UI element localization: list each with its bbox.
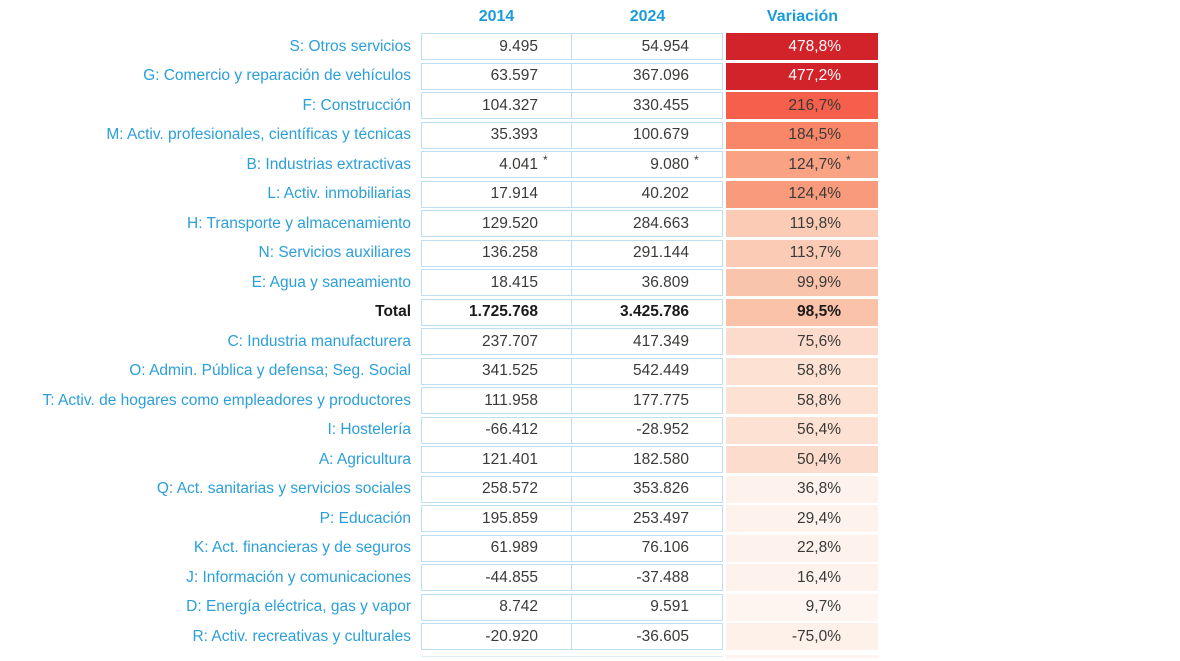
value-2014: 17.914 [490, 185, 538, 202]
variation-cell [726, 358, 878, 385]
variation-value: 22,8% [797, 539, 841, 556]
table-row [0, 151, 1180, 178]
value-2014-cell [421, 417, 572, 444]
table-row [0, 594, 1180, 621]
table-row [0, 63, 1180, 90]
value-2014-cell [421, 63, 572, 90]
variation-cell [726, 299, 878, 326]
value-2024-cell [571, 328, 723, 355]
value-2014: 136.258 [481, 244, 538, 261]
value-2024: 353.826 [632, 480, 689, 497]
variation-value: 99,9% [797, 273, 841, 291]
column-header-2024: 2024 [629, 7, 666, 25]
row-label: L: Activ. inmobiliarias [267, 185, 411, 202]
value-2014-cell [421, 328, 572, 355]
variation-cell [726, 122, 878, 149]
value-2014: 195.859 [481, 509, 538, 527]
value-2024: 330.455 [632, 96, 689, 114]
value-2024: 9.080 [650, 155, 689, 173]
value-2024: 284.663 [632, 214, 689, 232]
row-label: C: Industria manufacturera [227, 332, 411, 350]
variation-value: 98,5% [797, 303, 841, 320]
variation-value: 9,7% [805, 598, 841, 615]
variation-cell [726, 328, 878, 355]
value-2024: 9.591 [650, 598, 689, 615]
value-2024-cell [571, 269, 723, 296]
clipped-next-row-variation-sliver [726, 655, 878, 658]
row-label: J: Información y comunicaciones [186, 568, 411, 586]
value-2014: 104.327 [481, 96, 538, 114]
row-label: P: Educación [319, 509, 411, 527]
value-2024: 177.775 [632, 391, 689, 409]
label-cell-gap [411, 240, 421, 267]
variation-cell [726, 623, 878, 650]
value-2014-cell [421, 181, 572, 208]
value-2024-cell [571, 92, 723, 119]
value-2014-cell [421, 122, 572, 149]
variation-value: 216,7% [788, 96, 841, 114]
value-2024: 100.679 [632, 126, 689, 143]
clipped-next-row-border [421, 656, 723, 657]
row-label: M: Activ. profesionales, científicas y técnicas [106, 126, 411, 143]
value-2024: 3.425.786 [620, 303, 689, 320]
value-2014-cell: 4.041 * [421, 151, 572, 178]
value-2024: 76.106 [641, 539, 689, 556]
row-label: Total [375, 303, 411, 320]
label-cell-gap [411, 564, 421, 591]
variation-value: 29,4% [797, 509, 841, 527]
value-2024: 54.954 [641, 37, 689, 55]
value-2014: 18.415 [490, 273, 538, 291]
value-2024-cell [571, 122, 723, 149]
label-cell-gap [411, 151, 421, 178]
label-cell-gap [411, 594, 421, 621]
value-2024-cell [571, 210, 723, 237]
variation-value: 184,5% [788, 126, 841, 143]
value-2014: 341.525 [481, 362, 538, 379]
value-2024: -36.605 [636, 627, 689, 645]
variation-value: 36,8% [797, 480, 841, 497]
value-2024-cell: 9.080 * [571, 151, 723, 178]
value-2014-cell [421, 387, 572, 414]
variation-cell [726, 92, 878, 119]
value-2014: 35.393 [490, 126, 538, 143]
table-row [0, 476, 1180, 503]
value-2014-cell [421, 299, 572, 326]
variation-cell [726, 33, 878, 60]
variation-cell [726, 181, 878, 208]
value-2014-cell [421, 358, 572, 385]
label-cell-gap [411, 181, 421, 208]
value-2024-cell [571, 476, 723, 503]
value-2014-cell [421, 240, 572, 267]
table-row [0, 299, 1180, 326]
value-2024-cell [571, 63, 723, 90]
value-2024: -37.488 [636, 568, 689, 586]
table-header-row [0, 0, 1180, 33]
value-2014: -66.412 [485, 421, 538, 438]
variation-value: 56,4% [797, 421, 841, 438]
value-2014: 61.989 [490, 539, 538, 556]
variation-cell [726, 505, 878, 532]
table-row [0, 210, 1180, 237]
value-2014-cell [421, 594, 572, 621]
row-label: R: Activ. recreativas y culturales [192, 627, 411, 645]
table-row [0, 446, 1180, 473]
value-2024-cell [571, 387, 723, 414]
value-2024: 291.144 [632, 244, 689, 261]
value-2024: 253.497 [632, 509, 689, 527]
value-2024-cell [571, 417, 723, 444]
value-2014-cell [421, 446, 572, 473]
variation-value: 58,8% [797, 391, 841, 409]
row-label: S: Otros servicios [289, 37, 411, 55]
label-cell-gap [411, 505, 421, 532]
variation-cell [726, 269, 878, 296]
table-row [0, 122, 1180, 149]
row-label: O: Admin. Pública y defensa; Seg. Social [129, 362, 411, 379]
row-label: N: Servicios auxiliares [258, 244, 411, 261]
table-row [0, 505, 1180, 532]
variation-value: 58,8% [797, 362, 841, 379]
variation-cell [726, 387, 878, 414]
value-2024-cell [571, 623, 723, 650]
variation-cell [726, 564, 878, 591]
variation-value: 113,7% [789, 244, 841, 261]
value-2024-cell [571, 358, 723, 385]
variation-value: 124,7% [788, 155, 841, 173]
label-cell-gap [411, 446, 421, 473]
value-2014-cell [421, 92, 572, 119]
value-2024-cell [571, 446, 723, 473]
value-2014: 4.041 [499, 155, 538, 173]
row-label: K: Act. financieras y de seguros [193, 539, 411, 556]
label-cell-gap [411, 623, 421, 650]
variation-cell [726, 476, 878, 503]
value-2014: 8.742 [499, 598, 538, 615]
variation-value: 477,2% [788, 67, 841, 84]
table-row [0, 623, 1180, 650]
row-label: T: Activ. de hogares como empleadores y productores [42, 391, 411, 409]
label-cell-gap [411, 358, 421, 385]
table-row [0, 240, 1180, 267]
value-2014-cell [421, 505, 572, 532]
label-cell-gap [411, 92, 421, 119]
value-2014: 1.725.768 [469, 303, 538, 320]
value-2024-cell [571, 594, 723, 621]
row-label: G: Comercio y reparación de vehículos [143, 67, 411, 84]
column-header-2014: 2014 [478, 7, 515, 25]
value-2014-cell [421, 476, 572, 503]
row-label: F: Construcción [302, 96, 411, 114]
label-cell-gap [411, 33, 421, 60]
value-2024-cell [571, 33, 723, 60]
row-label: Q: Act. sanitarias y servicios sociales [156, 480, 411, 497]
variation-cell [726, 594, 878, 621]
variation-cell [726, 446, 878, 473]
value-2024: 367.096 [632, 67, 689, 84]
value-2024: 182.580 [632, 450, 689, 468]
variation-value: -75,0% [791, 627, 841, 645]
value-2024-cell [571, 299, 723, 326]
variation-value: 16,4% [797, 568, 841, 586]
value-2014-cell [421, 33, 572, 60]
column-header-variacion: Variación [766, 7, 839, 25]
table-row [0, 328, 1180, 355]
table-row [0, 564, 1180, 591]
label-cell-gap [411, 122, 421, 149]
value-2014-cell [421, 269, 572, 296]
value-2024: 542.449 [632, 362, 689, 379]
variation-cell [726, 240, 878, 267]
value-2024-cell [571, 181, 723, 208]
value-2014: 121.401 [481, 450, 538, 468]
label-cell-gap [411, 299, 421, 326]
label-cell-gap [411, 63, 421, 90]
value-2014: -20.920 [485, 627, 538, 645]
value-2014: 111.958 [484, 391, 538, 409]
variation-cell: 124,7% * [726, 151, 878, 178]
value-2024-cell [571, 535, 723, 562]
variation-cell [726, 63, 878, 90]
variation-value: 478,8% [788, 37, 841, 55]
label-cell-gap [411, 269, 421, 296]
value-2014-cell [421, 210, 572, 237]
value-2024-cell [571, 564, 723, 591]
table-row [0, 358, 1180, 385]
table-body [0, 33, 1180, 650]
value-2024-cell [571, 240, 723, 267]
value-2014: 129.520 [481, 214, 538, 232]
label-cell-gap [411, 535, 421, 562]
value-2014: 237.707 [481, 332, 538, 350]
table-row [0, 535, 1180, 562]
label-cell-gap [411, 210, 421, 237]
value-2014: 63.597 [490, 67, 538, 84]
row-label: B: Industrias extractivas [246, 155, 411, 173]
value-2014: 258.572 [481, 480, 538, 497]
value-2024: -28.952 [636, 421, 689, 438]
row-label: I: Hostelería [327, 421, 411, 438]
variation-cell [726, 417, 878, 444]
label-cell-gap [411, 328, 421, 355]
variation-cell [726, 535, 878, 562]
value-2024: 36.809 [641, 273, 689, 291]
table-row [0, 387, 1180, 414]
table-row [0, 92, 1180, 119]
label-cell-gap [411, 387, 421, 414]
table-row [0, 181, 1180, 208]
label-cell-gap [411, 476, 421, 503]
variation-value: 119,8% [789, 214, 841, 232]
row-label: D: Energía eléctrica, gas y vapor [186, 598, 411, 615]
row-label: H: Transporte y almacenamiento [187, 214, 411, 232]
table-row [0, 269, 1180, 296]
row-label: A: Agricultura [318, 450, 411, 468]
table-row [0, 33, 1180, 60]
value-2024: 417.349 [632, 332, 689, 350]
label-cell-gap [411, 417, 421, 444]
variation-value: 75,6% [797, 332, 841, 350]
variation-value: 50,4% [797, 450, 841, 468]
value-2014: 9.495 [499, 37, 538, 55]
value-2014-cell [421, 535, 572, 562]
value-2014-cell [421, 564, 572, 591]
variation-value: 124,4% [788, 185, 841, 202]
value-2024: 40.202 [641, 185, 689, 202]
value-2014: -44.855 [485, 568, 538, 586]
table-row [0, 417, 1180, 444]
row-label: E: Agua y saneamiento [251, 273, 411, 291]
value-2024-cell [571, 505, 723, 532]
value-2014-cell [421, 623, 572, 650]
variation-cell [726, 210, 878, 237]
